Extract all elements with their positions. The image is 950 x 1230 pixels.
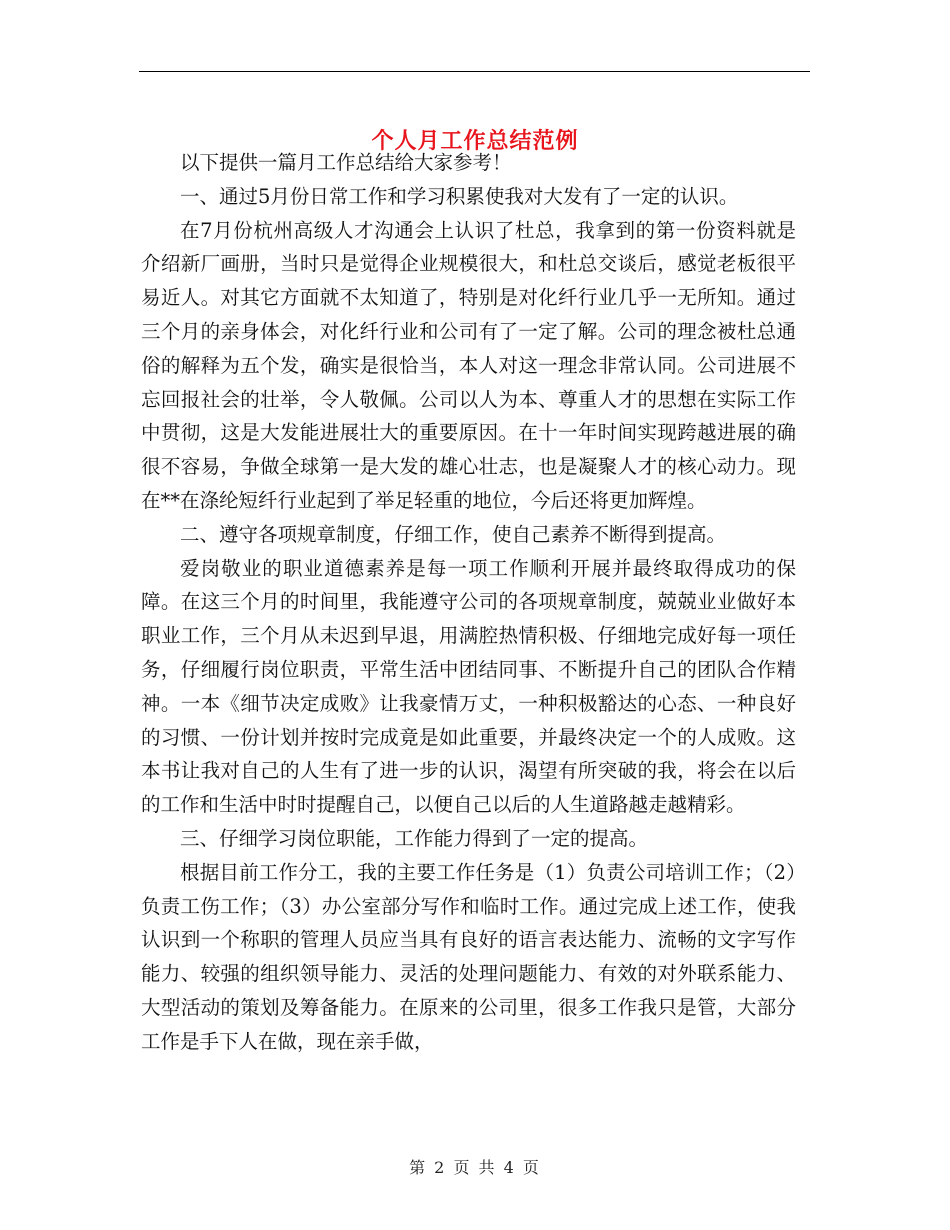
paragraph-1: 在7月份杭州高级人才沟通会上认识了杜总，我拿到的第一份资料就是介绍新厂画册，当时只是觉得企业规模很大，和杜总交谈后，感觉老板很平易近人。对其它方面就不太知道了，特别是对化纤行业几乎一无所知。通过三个月的亲身体会，对化纤行业和公司有了一定了解。公司的理念被杜总通俗的解释为五个发，确实是很恰当，本人对这一理念非常认同。公司进展不忘回报社会的壮举，令人敬佩。公司以人为本、尊重人才的思想在实际工作中贯彻，这是大发能进展壮大的重要原因。在十一年时间实现跨越进展的确很不容易，争做全球第一是大发的雄心壮志，也是凝聚人才的核心动力。现在**在涤纶短纤行业起到了举足轻重的地位，今后还将更加辉煌。: [141, 218, 796, 512]
document-body: [141, 146, 796, 1059]
section-heading-2: 二、遵守各项规章制度，仔细工作，使自己素养不断得到提高。: [180, 522, 727, 546]
paragraph-intro: 以下提供一篇月工作总结给大家参考！: [180, 151, 512, 174]
document-title: 个人月工作总结范例: [371, 127, 579, 154]
paragraph-2: 爱岗敬业的职业道德素养是每一项工作顺利开展并最终取得成功的保障。在这三个月的时间里，我能遵守公司的各项规章制度，兢兢业业做好本职业工作，三个月从未迟到早退，用满腔热情积极、仔细地完成好每一项任务，仔细履行岗位职责，平常生活中团结同事、不断提升自己的团队合作精神。一本《细节决定成败》让我豪情万丈，一种积极豁达的心态、一种良好的习惯、一份计划并按时完成竟是如此重要，并最终决定一个的人成败。这本书让我对自己的人生有了进一步的认识，渴望有所突破的我，将会在以后的工作和生活中时时提醒自己，以便自己以后的人生道路越走越精彩。: [141, 556, 796, 817]
paragraph-3: 根据目前工作分工，我的主要工作任务是（1）负责公司培训工作；（2）负责工伤工作；（3）办公室部分写作和临时工作。通过完成上述工作，使我认识到一个称职的管理人员应当具有良好的语言表达能力、流畅的文字写作能力、较强的组织领导能力、灵活的处理问题能力、有效的对外联系能力、大型活动的策划及筹备能力。在原来的公司里，很多工作我只是管，大部分工作是手下人在做，现在亲手做，: [141, 860, 796, 1053]
header-rule: [139, 71, 810, 72]
section-heading-3: 三、仔细学习岗位职能，工作能力得到了一定的提高。: [180, 826, 649, 850]
section-heading-1: 一、通过5月份日常工作和学习积累使我对大发有了一定的认识。: [180, 184, 739, 208]
page-number: 第 2 页 共 4 页: [409, 1158, 541, 1177]
